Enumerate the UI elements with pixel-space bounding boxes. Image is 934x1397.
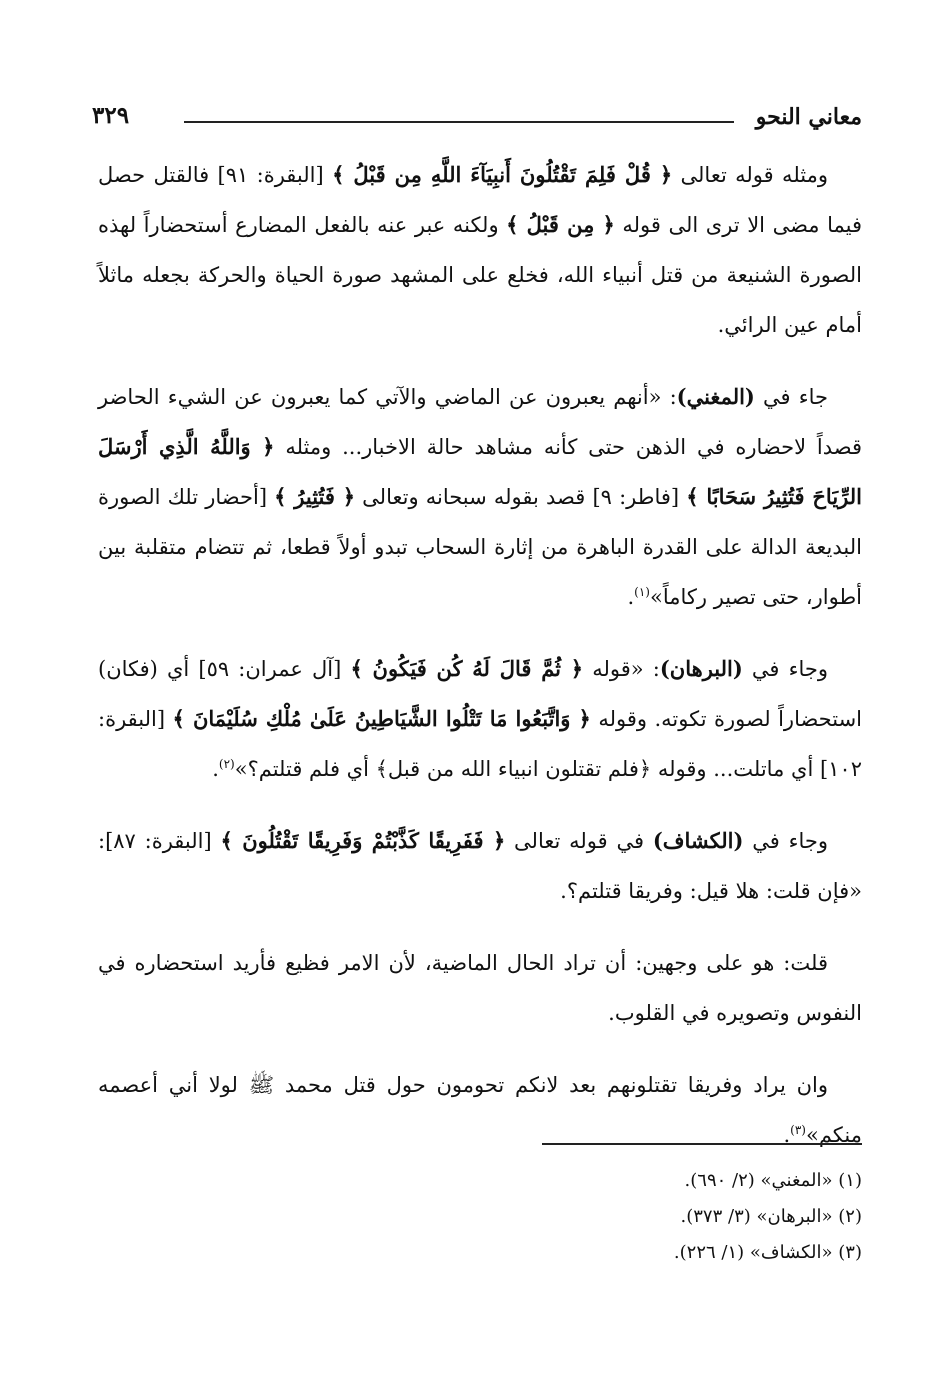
footnotes <box>162 1163 862 1271</box>
page-number: ٣٢٩ <box>92 102 130 129</box>
text-run: وان يراد وفريقا تقتلونهم بعد لانكم تحومون حول قتل محمد ﷺ لولا أني أعصمه منكم» <box>98 1073 862 1147</box>
text-run: قلت: هو على وجهين: أن تراد الحال الماضية، لأن الامر فظيع فأريد استحضاره في النفوس وتصويره في القلوب. <box>98 951 862 1025</box>
text-run: [آل عمران: ٥٩] أي (فكان) استحضاراً لصورة تكوته. وقوله <box>98 657 863 731</box>
text-run: . <box>783 1123 791 1147</box>
text-run: : «قوله <box>583 657 660 681</box>
paragraph-3 <box>98 644 862 794</box>
quran-quote: ﴿ وَاللَّهُ الَّذِي أَرْسَلَ الرِّيَاحَ فَتُثِيرُ سَحَابًا ﴾ <box>98 434 862 509</box>
footnote-1: (١) «المغني» (٢/ ٦٩٠). <box>684 1170 862 1191</box>
source-name: (الكشاف) <box>652 828 744 853</box>
text-run: [فاطر: ٩] قصد بقوله سبحانه وتعالى <box>355 485 687 509</box>
quote: ﴿فلم تقتلون انبياء الله من قبل﴾ <box>375 757 652 781</box>
source-name: (المغني) <box>676 384 755 409</box>
quran-quote: ﴿ وَاتَّبَعُوا مَا تَتْلُوا الشَّيَاطِينُ عَلَىٰ مُلْكِ سُلَيْمَانَ ﴾ <box>172 706 591 731</box>
footnote-ref[interactable]: (٢) <box>218 757 235 771</box>
text-run: [البقرة: ١٠٢] أي ماتلت... وقوله <box>98 707 862 781</box>
footnote-separator <box>542 1143 862 1145</box>
text-run: وجاء في <box>743 829 828 853</box>
text-run: في قوله تعالى <box>505 829 653 853</box>
quran-quote: ﴿ ثُمَّ قَالَ لَهُ كُن فَيَكُونُ ﴾ <box>350 656 584 681</box>
text-run: جاء في <box>754 385 828 409</box>
paragraph-2 <box>98 372 862 622</box>
footnote-ref[interactable]: (١) <box>634 585 650 599</box>
paragraph-1 <box>98 150 862 350</box>
text-run: . <box>627 585 635 609</box>
header-rule <box>184 121 734 123</box>
page-header <box>92 98 862 138</box>
text-run: [البقرة: ٩١] فالقتل حصل فيما مضى الا ترى الى قوله <box>98 163 862 237</box>
text-run: وجاء في <box>742 657 829 681</box>
footnote-3: (٣) «الكشاف» (١/ ٢٢٦). <box>673 1242 862 1263</box>
text-run: . <box>212 757 219 781</box>
body-text <box>98 150 862 1182</box>
quran-quote: ﴿ فَتُثِيرُ ﴾ <box>274 484 356 509</box>
footnote-2: (٢) «البرهان» (٣/ ٣٧٣). <box>680 1206 862 1227</box>
source-name: (البرهان) <box>659 656 743 681</box>
paragraph-5 <box>98 938 862 1038</box>
running-title: معاني النحو <box>755 104 862 130</box>
quran-quote: ﴿ قُلْ فَلِمَ تَقْتُلُونَ أَنبِيَآءَ اللَّهِ مِن قَبْلُ ﴾ <box>332 162 673 187</box>
quran-quote: ﴿ مِن قَبْلُ ﴾ <box>506 212 615 237</box>
text-run: أي فلم قتلتم؟» <box>234 757 376 781</box>
paragraph-6 <box>98 1060 862 1160</box>
text-run: [أحضار تلك الصورة البديعة الدالة على القدرة الباهرة من إثارة السحاب تبدو أولاً قطعا، ثم تتضام متقلبة بين أطوار، حتى تصير ركاماً» <box>98 485 862 609</box>
footnote-ref[interactable]: (٣) <box>790 1123 806 1137</box>
text-run: ولكنه عبر عنه بالفعل المضارع أستحضاراً لهذه الصورة الشنيعة من قتل أنبياء الله، فخلع على المشهد صورة الحياة والحركة بجعله ماثلاً أمام عين الرائي. <box>98 213 862 337</box>
paragraph-4 <box>98 816 862 916</box>
text-run: : «أنهم يعبرون عن الماضي والآتي كما يعبرون عن الشيء الحاضر قصداً لاحضاره في الذهن حتى كأنه مشاهد حالة الاخبار... ومثله <box>98 385 862 459</box>
text-run: ومثله قوله تعالى <box>672 163 828 187</box>
quran-quote: ﴿ فَفَرِيقًا كَذَّبْتُمْ وَفَرِيقًا تَقْتُلُونَ ﴾ <box>220 828 506 853</box>
text-run: [البقرة: ٨٧]: «فإن قلت: هلا قيل: وفريقا قتلتم؟. <box>98 829 862 903</box>
